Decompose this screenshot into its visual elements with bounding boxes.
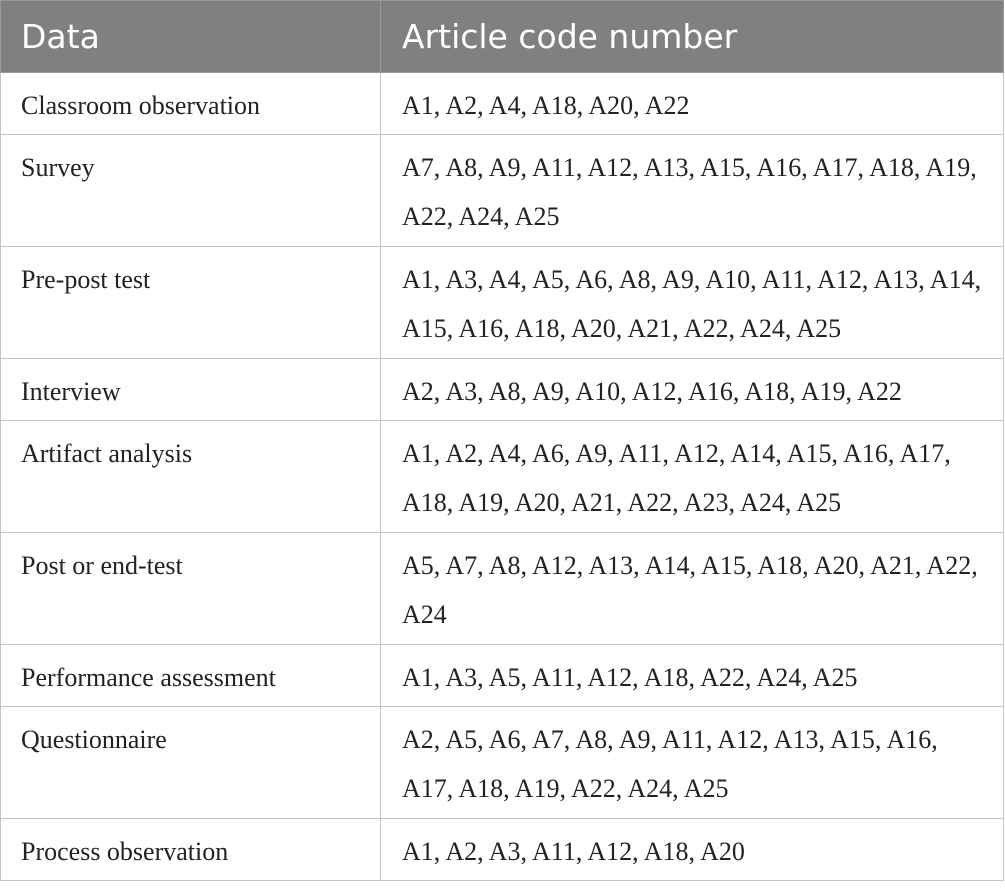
article-codes-cell: A5, A7, A8, A12, A13, A14, A15, A18, A20, A21, A22, A24 [381, 533, 1004, 645]
data-type-cell: Process observation [1, 819, 381, 881]
table-row [1, 819, 1004, 881]
data-type-cell: Post or end-test [1, 533, 381, 645]
table-header-row [1, 1, 1004, 73]
table-row [1, 421, 1004, 533]
table-row [1, 645, 1004, 707]
article-codes-cell: A2, A5, A6, A7, A8, A9, A11, A12, A13, A15, A16, A17, A18, A19, A22, A24, A25 [381, 707, 1004, 819]
table-row [1, 707, 1004, 819]
table-row [1, 247, 1004, 359]
table-row [1, 359, 1004, 421]
data-type-cell: Artifact analysis [1, 421, 381, 533]
article-codes-cell: A7, A8, A9, A11, A12, A13, A15, A16, A17, A18, A19, A22, A24, A25 [381, 135, 1004, 247]
article-codes-cell: A1, A3, A4, A5, A6, A8, A9, A10, A11, A12, A13, A14, A15, A16, A18, A20, A21, A22, A24, A25 [381, 247, 1004, 359]
data-type-cell: Classroom observation [1, 73, 381, 135]
article-codes-cell: A1, A2, A4, A18, A20, A22 [381, 73, 1004, 135]
table-row [1, 135, 1004, 247]
article-codes-cell: A1, A2, A3, A11, A12, A18, A20 [381, 819, 1004, 881]
article-codes-cell: A2, A3, A8, A9, A10, A12, A16, A18, A19, A22 [381, 359, 1004, 421]
data-type-cell: Interview [1, 359, 381, 421]
data-type-cell: Pre-post test [1, 247, 381, 359]
table-row [1, 533, 1004, 645]
table-row [1, 73, 1004, 135]
data-type-cell: Questionnaire [1, 707, 381, 819]
column-header-data: Data [1, 1, 381, 73]
column-header-article-code: Article code number [381, 1, 1004, 73]
article-codes-cell: A1, A2, A4, A6, A9, A11, A12, A14, A15, A16, A17, A18, A19, A20, A21, A22, A23, A24, A25 [381, 421, 1004, 533]
article-codes-cell: A1, A3, A5, A11, A12, A18, A22, A24, A25 [381, 645, 1004, 707]
data-type-cell: Survey [1, 135, 381, 247]
data-type-cell: Performance assessment [1, 645, 381, 707]
